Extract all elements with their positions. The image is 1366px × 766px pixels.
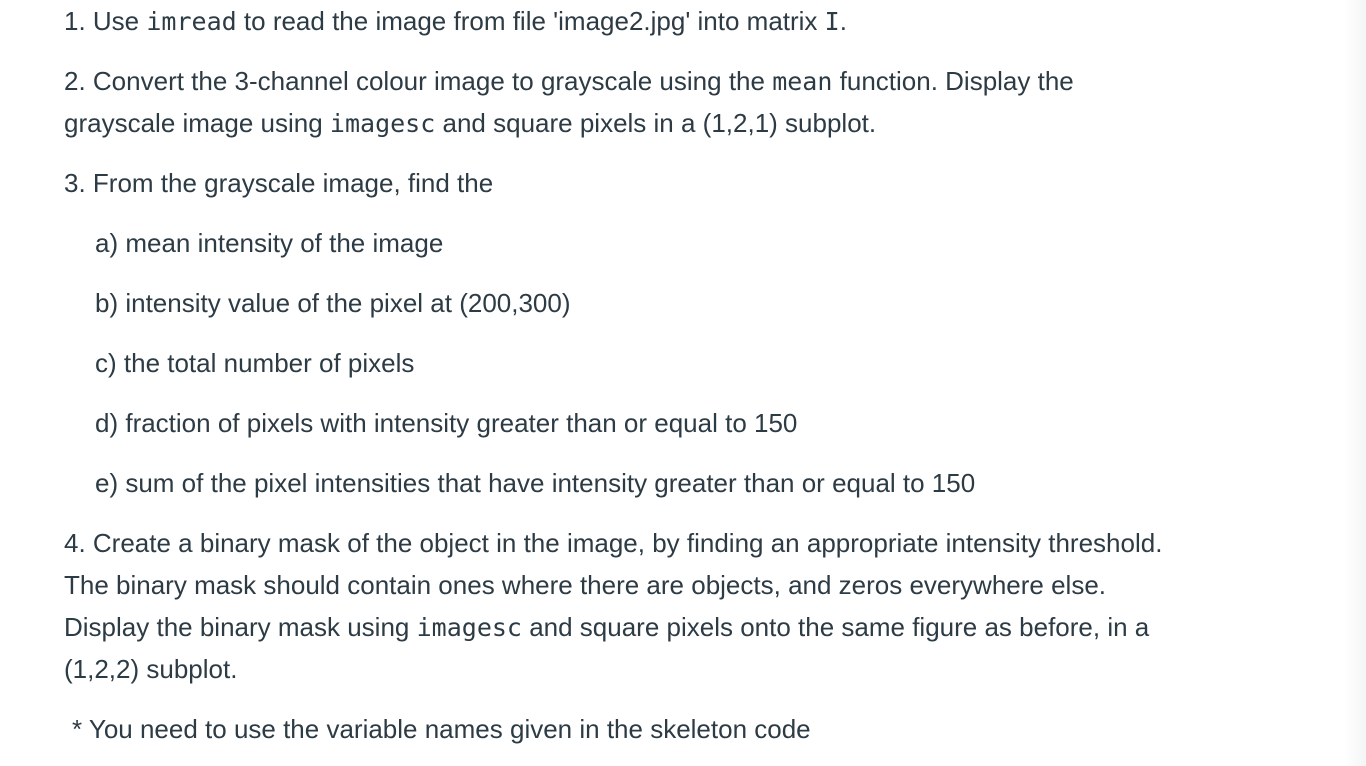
question-3-part-b: b) intensity value of the pixel at (200,300) xyxy=(95,288,571,318)
q4-line3-post: and square pixels onto the same figure as before, in a xyxy=(521,612,1150,642)
question-3-part-a: a) mean intensity of the image xyxy=(95,228,444,258)
question-2-line-2 xyxy=(64,102,876,145)
question-4-line-3 xyxy=(64,606,1149,649)
q2-text-mid: function. Display the xyxy=(832,66,1074,96)
q1-code-imread: imread xyxy=(146,7,237,36)
q1-text-pre: 1. Use xyxy=(64,6,147,36)
q2-text-post: and square pixels in a (1,2,1) subplot. xyxy=(435,108,877,138)
question-3-intro: 3. From the grayscale image, find the xyxy=(64,168,494,198)
question-1 xyxy=(64,0,847,43)
q2-line2-pre: grayscale image using xyxy=(64,108,330,138)
question-4-line-4: (1,2,2) subplot. xyxy=(64,654,238,684)
q1-text-mid: to read the image from file 'image2.jpg' into matrix xyxy=(236,6,825,36)
q1-code-matrix: I xyxy=(824,7,840,36)
question-3-part-e: e) sum of the pixel intensities that have intensity greater than or equal to 150 xyxy=(95,468,976,498)
variable-names-note: * You need to use the variable names given in the skeleton code xyxy=(72,714,811,744)
q2-code-mean: mean xyxy=(772,67,833,96)
q2-code-imagesc: imagesc xyxy=(329,109,436,138)
question-2-line-1 xyxy=(64,60,1074,103)
question-4-line-1: 4. Create a binary mask of the object in the image, by finding an appropriate intensity threshold. xyxy=(64,528,1163,558)
question-3-part-c: c) the total number of pixels xyxy=(95,348,415,378)
question-3-part-d: d) fraction of pixels with intensity greater than or equal to 150 xyxy=(95,408,798,438)
q4-code-imagesc: imagesc xyxy=(416,613,522,642)
q2-text-pre: 2. Convert the 3-channel colour image to grayscale using the xyxy=(64,66,773,96)
q1-text-post: . xyxy=(839,6,847,36)
question-4-line-2: The binary mask should contain ones where there are objects, and zeros everywhere else. xyxy=(64,570,1107,600)
page-right-edge xyxy=(1344,0,1366,766)
q4-line3-pre: Display the binary mask using xyxy=(64,612,417,642)
